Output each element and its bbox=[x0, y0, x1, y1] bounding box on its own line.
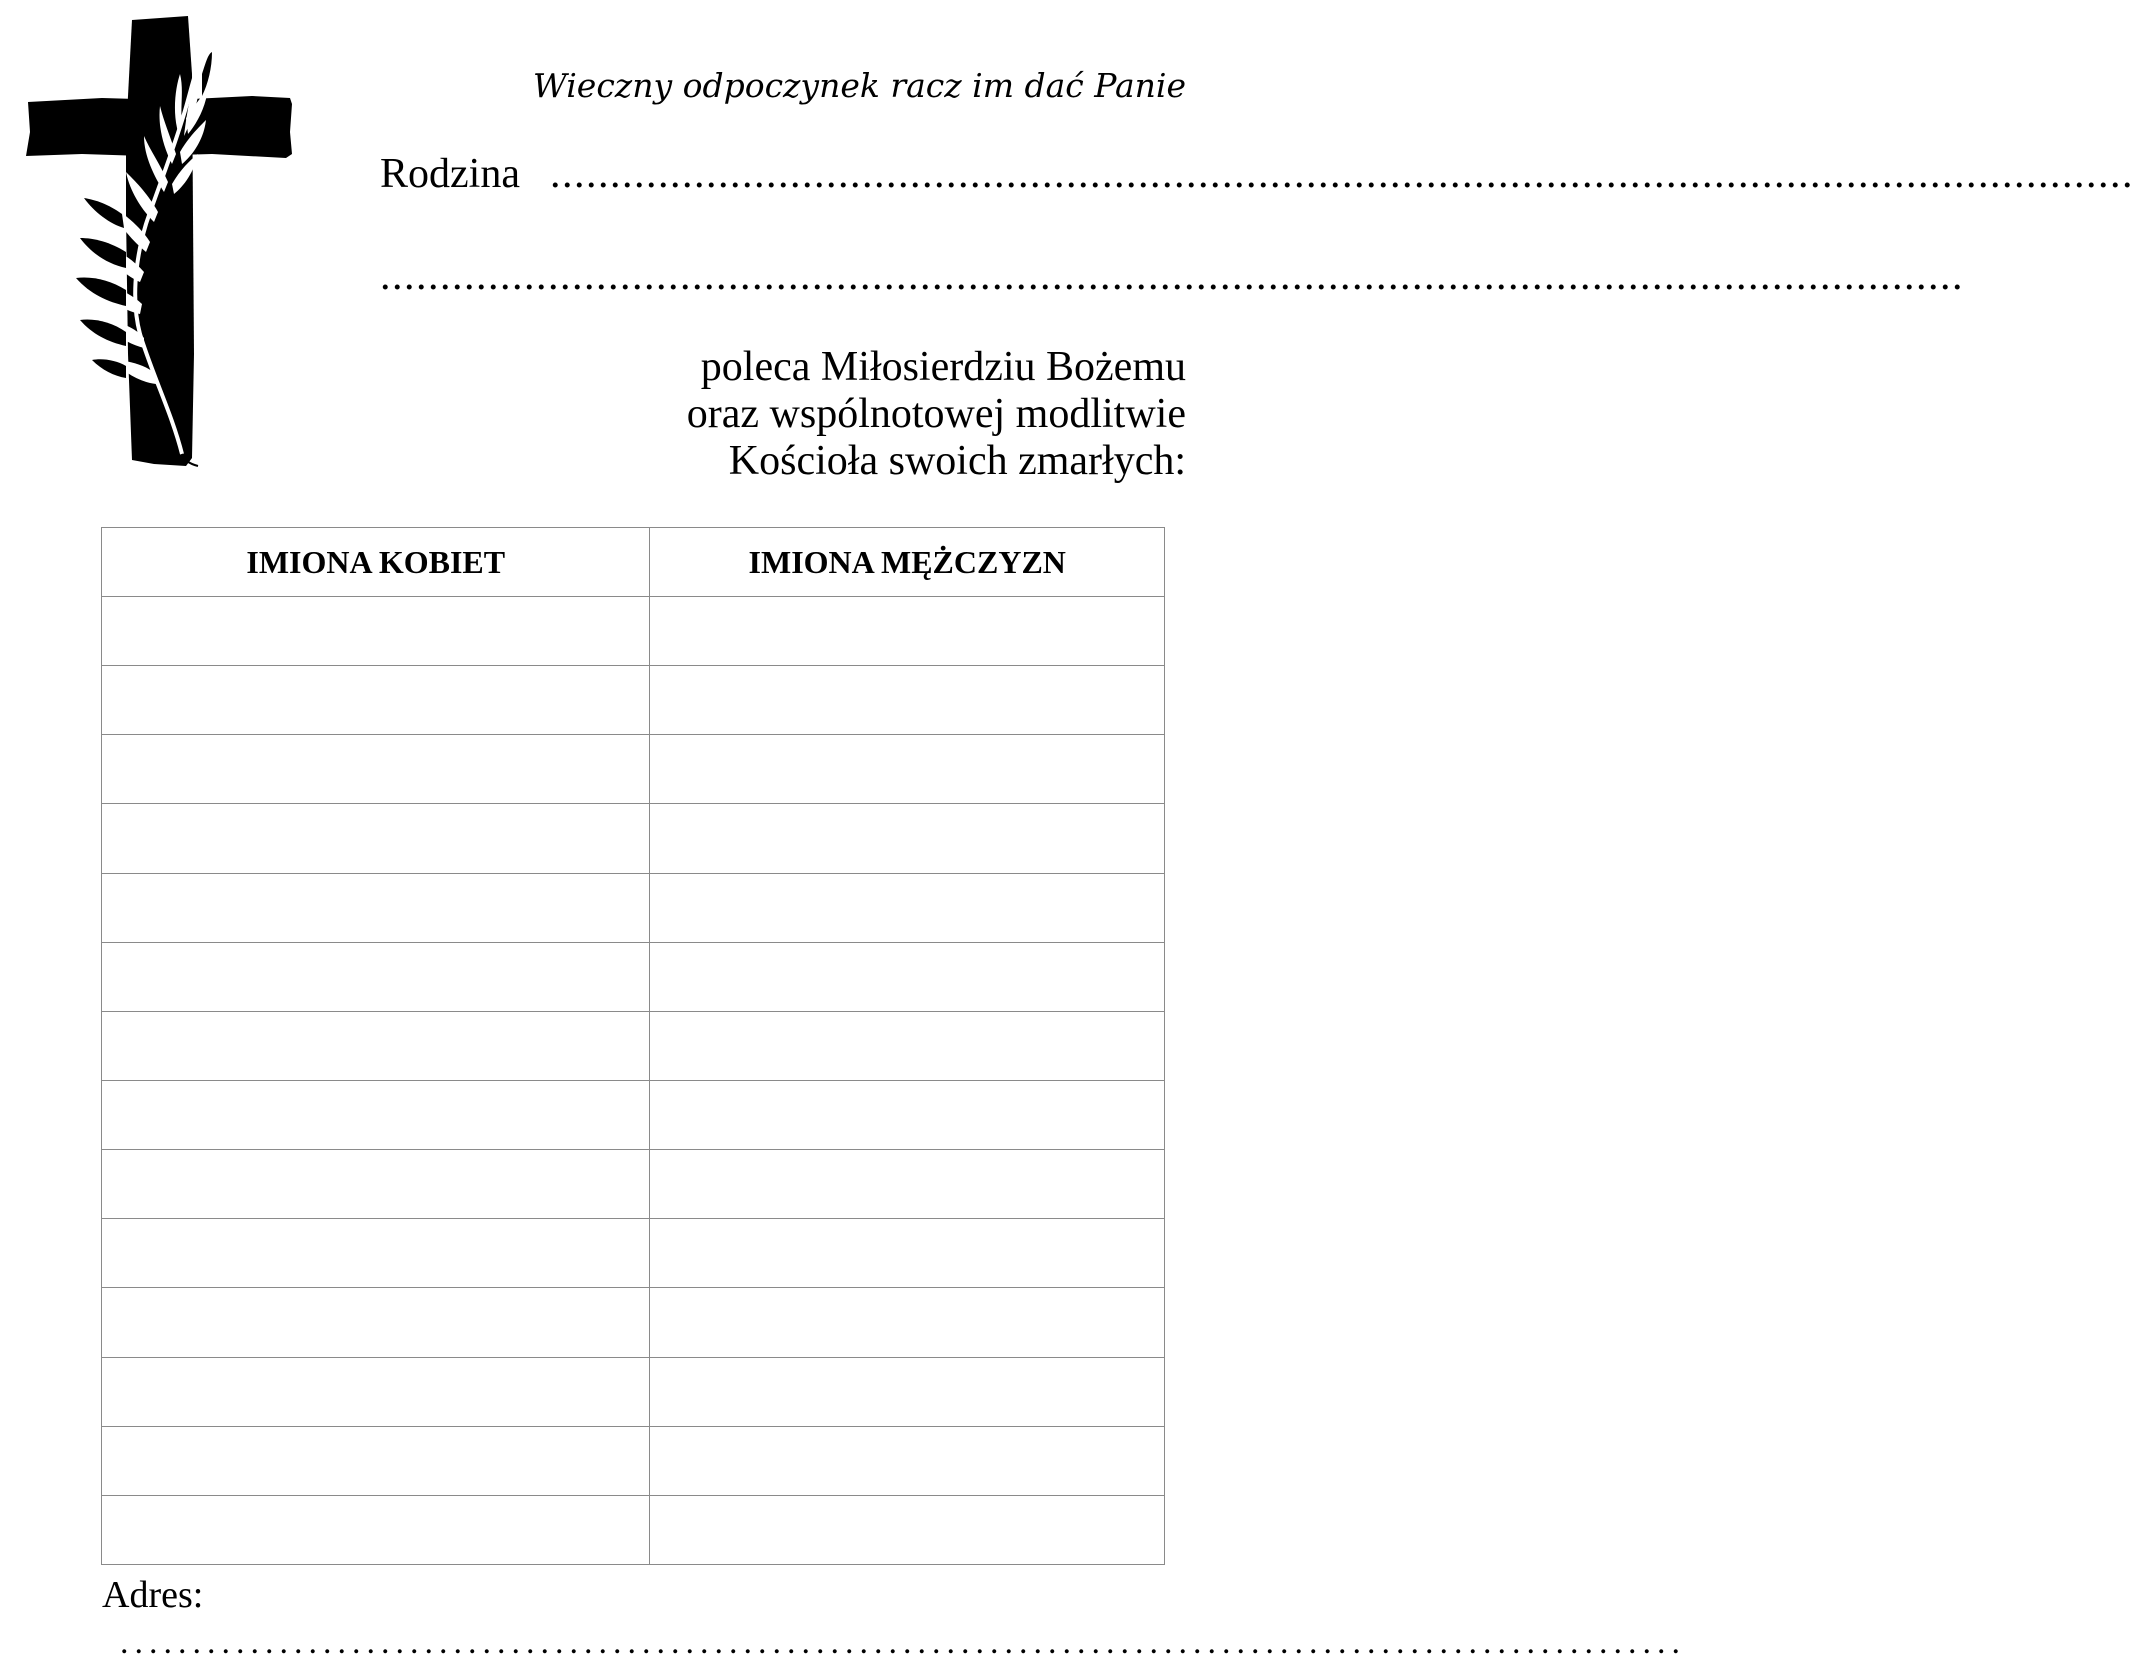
table-row bbox=[102, 1288, 1165, 1357]
men-name-cell[interactable] bbox=[650, 735, 1165, 804]
women-name-cell[interactable] bbox=[102, 1219, 650, 1288]
table-row bbox=[102, 735, 1165, 804]
women-name-cell[interactable] bbox=[102, 804, 650, 873]
family-fill-line-2[interactable]: .................................................................................................................................... bbox=[380, 253, 1964, 299]
men-name-cell[interactable] bbox=[650, 804, 1165, 873]
men-name-cell[interactable] bbox=[650, 1150, 1165, 1219]
table-row bbox=[102, 1011, 1165, 1080]
table-row bbox=[102, 873, 1165, 942]
commendation-line: Kościoła swoich zmarłych: bbox=[728, 438, 1186, 484]
men-name-cell[interactable] bbox=[650, 666, 1165, 735]
women-name-cell[interactable] bbox=[102, 1011, 650, 1080]
women-name-cell[interactable] bbox=[102, 1357, 650, 1426]
cross-with-palm-branch-icon bbox=[22, 14, 322, 500]
men-name-cell[interactable] bbox=[650, 597, 1165, 666]
table-row bbox=[102, 666, 1165, 735]
women-name-cell[interactable] bbox=[102, 597, 650, 666]
table-row bbox=[102, 1150, 1165, 1219]
men-name-cell[interactable] bbox=[650, 1288, 1165, 1357]
table-row bbox=[102, 1219, 1165, 1288]
table-row bbox=[102, 1426, 1165, 1495]
women-name-cell[interactable] bbox=[102, 1495, 650, 1564]
men-name-cell[interactable] bbox=[650, 1426, 1165, 1495]
table-header-row bbox=[102, 528, 1165, 597]
women-name-cell[interactable] bbox=[102, 1426, 650, 1495]
commendation-line: poleca Miłosierdziu Bożemu bbox=[700, 344, 1186, 390]
column-header-women: IMIONA KOBIET bbox=[102, 528, 650, 597]
men-name-cell[interactable] bbox=[650, 1011, 1165, 1080]
table-row bbox=[102, 804, 1165, 873]
men-name-cell[interactable] bbox=[650, 873, 1165, 942]
family-label: Rodzina bbox=[380, 151, 520, 197]
men-name-cell[interactable] bbox=[650, 1357, 1165, 1426]
table-row bbox=[102, 1357, 1165, 1426]
table-row bbox=[102, 942, 1165, 1011]
women-name-cell[interactable] bbox=[102, 735, 650, 804]
names-table-body bbox=[102, 597, 1165, 1565]
table-row bbox=[102, 1080, 1165, 1149]
prayer-motto: Wieczny odpoczynek racz im dać Panie bbox=[532, 66, 1186, 105]
women-name-cell[interactable] bbox=[102, 942, 650, 1011]
women-name-cell[interactable] bbox=[102, 666, 650, 735]
commendation-text bbox=[687, 344, 1186, 485]
men-name-cell[interactable] bbox=[650, 1219, 1165, 1288]
men-name-cell[interactable] bbox=[650, 1495, 1165, 1564]
women-name-cell[interactable] bbox=[102, 1150, 650, 1219]
women-name-cell[interactable] bbox=[102, 873, 650, 942]
family-fill-line[interactable]: .................................................................................................................................... bbox=[549, 151, 2134, 197]
table-row bbox=[102, 597, 1165, 666]
women-name-cell[interactable] bbox=[102, 1080, 650, 1149]
men-name-cell[interactable] bbox=[650, 942, 1165, 1011]
column-header-men: IMIONA MĘŻCZYZN bbox=[650, 528, 1165, 597]
women-name-cell[interactable] bbox=[102, 1288, 650, 1357]
men-name-cell[interactable] bbox=[650, 1080, 1165, 1149]
address-label: Adres: bbox=[102, 1574, 204, 1616]
names-table bbox=[101, 527, 1165, 1565]
commendation-line: oraz wspólnotowej modlitwie bbox=[686, 391, 1186, 437]
table-row bbox=[102, 1495, 1165, 1564]
family-field[interactable] bbox=[380, 150, 2134, 200]
address-fill-line[interactable]: ............................................................................................................ bbox=[120, 1624, 1686, 1661]
